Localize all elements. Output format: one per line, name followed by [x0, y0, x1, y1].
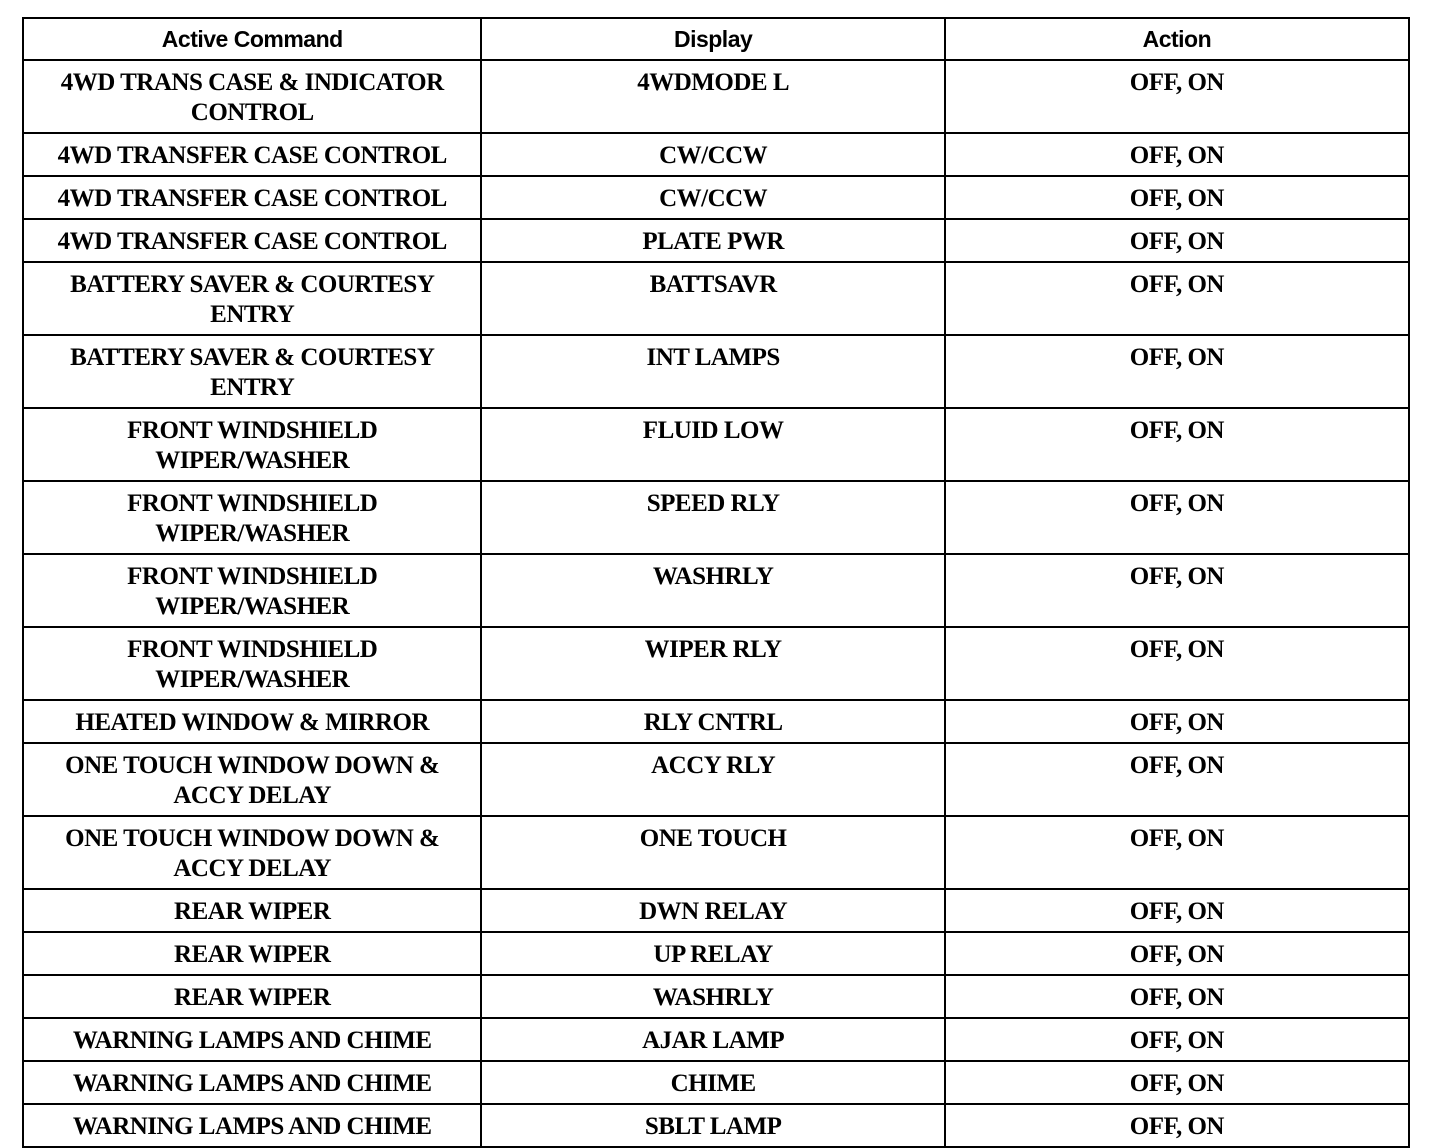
table-row: [23, 60, 1409, 133]
table-row: [23, 700, 1409, 743]
cell-active-command: BATTERY SAVER & COURTESY ENTRY: [23, 262, 481, 335]
header-active-command: Active Command: [23, 18, 481, 60]
cell-action: OFF, ON: [945, 700, 1409, 743]
cell-display: ONE TOUCH: [481, 816, 944, 889]
table-row: [23, 335, 1409, 408]
cell-action: OFF, ON: [945, 627, 1409, 700]
cell-action: OFF, ON: [945, 816, 1409, 889]
table-row: [23, 889, 1409, 932]
table-row: [23, 554, 1409, 627]
table-row: [23, 408, 1409, 481]
header-display: Display: [481, 18, 944, 60]
cell-display: UP RELAY: [481, 932, 944, 975]
table-row: [23, 1061, 1409, 1104]
cell-action: OFF, ON: [945, 335, 1409, 408]
cell-active-command: HEATED WINDOW & MIRROR: [23, 700, 481, 743]
cell-action: OFF, ON: [945, 60, 1409, 133]
table-row: [23, 1104, 1409, 1147]
cell-active-command: FRONT WINDSHIELD WIPER/WASHER: [23, 408, 481, 481]
table-row: [23, 262, 1409, 335]
cell-action: OFF, ON: [945, 743, 1409, 816]
cell-action: OFF, ON: [945, 262, 1409, 335]
table-row: [23, 627, 1409, 700]
cell-display: WASHRLY: [481, 975, 944, 1018]
cell-active-command: 4WD TRANS CASE & INDICATOR CONTROL: [23, 60, 481, 133]
active-command-table: [22, 17, 1410, 1148]
table-row: [23, 176, 1409, 219]
cell-display: DWN RELAY: [481, 889, 944, 932]
cell-active-command: WARNING LAMPS AND CHIME: [23, 1018, 481, 1061]
table-row: [23, 1018, 1409, 1061]
table-row: [23, 975, 1409, 1018]
cell-active-command: 4WD TRANSFER CASE CONTROL: [23, 133, 481, 176]
cell-active-command: ONE TOUCH WINDOW DOWN & ACCY DELAY: [23, 743, 481, 816]
cell-display: SBLT LAMP: [481, 1104, 944, 1147]
cell-display: 4WDMODE L: [481, 60, 944, 133]
cell-active-command: REAR WIPER: [23, 889, 481, 932]
cell-action: OFF, ON: [945, 481, 1409, 554]
cell-active-command: BATTERY SAVER & COURTESY ENTRY: [23, 335, 481, 408]
cell-display: AJAR LAMP: [481, 1018, 944, 1061]
cell-display: CHIME: [481, 1061, 944, 1104]
cell-display: INT LAMPS: [481, 335, 944, 408]
cell-display: BATTSAVR: [481, 262, 944, 335]
cell-action: OFF, ON: [945, 176, 1409, 219]
cell-active-command: 4WD TRANSFER CASE CONTROL: [23, 219, 481, 262]
cell-active-command: WARNING LAMPS AND CHIME: [23, 1104, 481, 1147]
table-row: [23, 219, 1409, 262]
cell-action: OFF, ON: [945, 889, 1409, 932]
cell-display: ACCY RLY: [481, 743, 944, 816]
cell-display: WIPER RLY: [481, 627, 944, 700]
cell-active-command: ONE TOUCH WINDOW DOWN & ACCY DELAY: [23, 816, 481, 889]
table-row: [23, 481, 1409, 554]
cell-action: OFF, ON: [945, 1061, 1409, 1104]
table-row: [23, 743, 1409, 816]
cell-display: PLATE PWR: [481, 219, 944, 262]
table-row: [23, 816, 1409, 889]
cell-action: OFF, ON: [945, 932, 1409, 975]
cell-display: CW/CCW: [481, 176, 944, 219]
cell-action: OFF, ON: [945, 408, 1409, 481]
cell-active-command: REAR WIPER: [23, 975, 481, 1018]
cell-display: RLY CNTRL: [481, 700, 944, 743]
cell-display: SPEED RLY: [481, 481, 944, 554]
cell-display: WASHRLY: [481, 554, 944, 627]
cell-action: OFF, ON: [945, 133, 1409, 176]
cell-display: CW/CCW: [481, 133, 944, 176]
table-row: [23, 932, 1409, 975]
cell-active-command: FRONT WINDSHIELD WIPER/WASHER: [23, 554, 481, 627]
cell-action: OFF, ON: [945, 219, 1409, 262]
cell-display: FLUID LOW: [481, 408, 944, 481]
cell-action: OFF, ON: [945, 975, 1409, 1018]
cell-action: OFF, ON: [945, 554, 1409, 627]
cell-action: OFF, ON: [945, 1104, 1409, 1147]
table-row: [23, 133, 1409, 176]
cell-active-command: FRONT WINDSHIELD WIPER/WASHER: [23, 481, 481, 554]
cell-active-command: FRONT WINDSHIELD WIPER/WASHER: [23, 627, 481, 700]
header-action: Action: [945, 18, 1409, 60]
cell-active-command: 4WD TRANSFER CASE CONTROL: [23, 176, 481, 219]
cell-active-command: WARNING LAMPS AND CHIME: [23, 1061, 481, 1104]
cell-active-command: REAR WIPER: [23, 932, 481, 975]
cell-action: OFF, ON: [945, 1018, 1409, 1061]
header-row: [23, 18, 1409, 60]
